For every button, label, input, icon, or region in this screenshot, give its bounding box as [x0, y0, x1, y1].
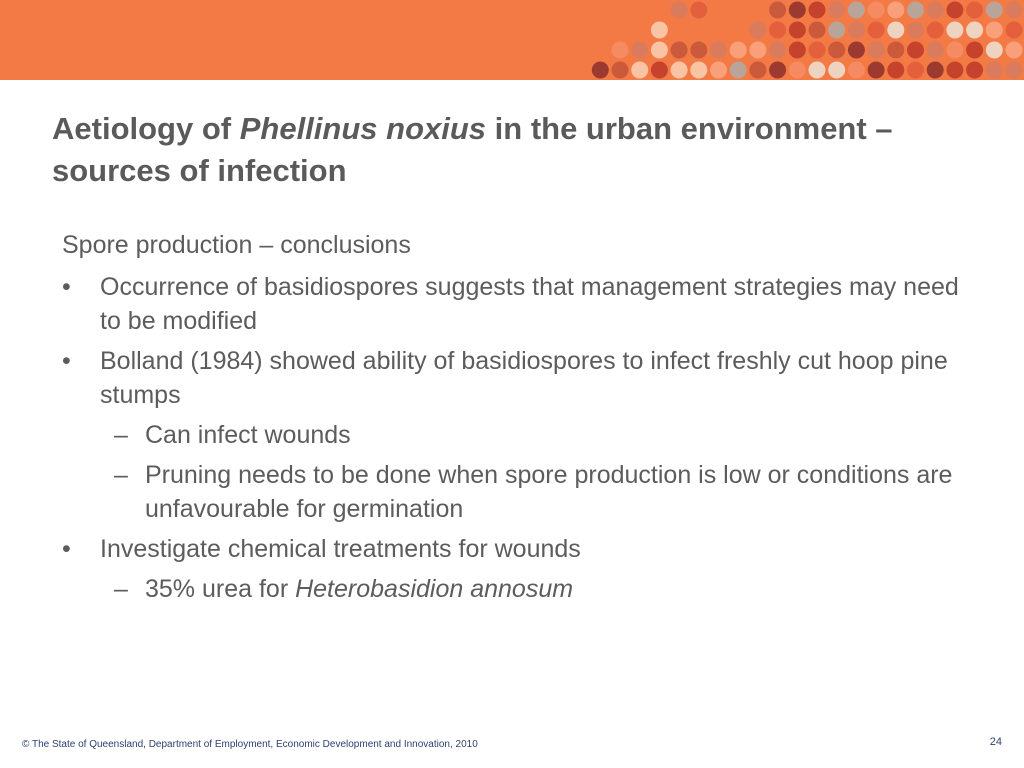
- bullet-text: Bolland (1984) showed ability of basidiospores to infect freshly cut hoop pine stumps: [100, 347, 948, 409]
- decorative-dot: [868, 42, 885, 59]
- bullet-text: Investigate chemical treatments for wounds: [100, 535, 581, 563]
- bullet-text: Occurrence of basidiospores suggests that management strategies may need to be modified: [100, 273, 959, 335]
- decorative-dot: [946, 62, 963, 79]
- decorative-dot: [749, 22, 766, 39]
- decorative-dot: [730, 42, 747, 59]
- decorative-dot: [946, 2, 963, 19]
- decorative-dot: [631, 62, 648, 79]
- decorative-dot: [828, 2, 845, 19]
- bullet-item: [62, 532, 962, 566]
- sub-bullet-italic: Heterobasidion annosum: [295, 575, 574, 603]
- bullet-marker: •: [62, 273, 71, 301]
- decorative-dot: [946, 42, 963, 59]
- bullet-item: [62, 270, 962, 338]
- sub-bullet-item: [62, 458, 962, 526]
- title-italic: Phellinus noxius: [239, 111, 487, 146]
- decorative-dot: [986, 22, 1003, 39]
- title-part-1: Aetiology of: [52, 111, 240, 146]
- decorative-dot: [769, 62, 786, 79]
- decorative-dot: [868, 62, 885, 79]
- decorative-dot: [848, 42, 865, 59]
- decorative-dot: [671, 62, 688, 79]
- decorative-dot: [966, 2, 983, 19]
- decorative-dot: [690, 2, 707, 19]
- bullet-item: [62, 344, 962, 412]
- decorative-dot: [651, 22, 668, 39]
- decorative-dot: [612, 42, 629, 59]
- sub-bullet-item: [62, 418, 962, 452]
- decorative-dot: [651, 42, 668, 59]
- decorative-dot: [710, 42, 727, 59]
- page-number: 24: [989, 736, 1002, 748]
- decorative-dot: [848, 2, 865, 19]
- decorative-dot: [651, 62, 668, 79]
- decorative-dot: [946, 22, 963, 39]
- decorative-dot: [966, 62, 983, 79]
- decorative-dot: [809, 42, 826, 59]
- decorative-dot: [868, 2, 885, 19]
- bullet-marker: •: [62, 347, 71, 375]
- decorative-dot: [966, 22, 983, 39]
- decorative-dot: [749, 62, 766, 79]
- slide-body: [62, 228, 962, 612]
- decorative-dot: [612, 62, 629, 79]
- decorative-dot: [966, 42, 983, 59]
- slide-title: [52, 108, 952, 192]
- decorative-dot: [887, 42, 904, 59]
- decorative-dot: [690, 42, 707, 59]
- decorative-dot: [828, 42, 845, 59]
- title-part-2: in the urban environment – sources of infection: [52, 111, 893, 188]
- decorative-dot: [828, 22, 845, 39]
- decorative-dot: [769, 2, 786, 19]
- decorative-dot: [710, 62, 727, 79]
- sub-bullet-text: 35% urea for: [145, 575, 296, 603]
- decorative-dot: [927, 62, 944, 79]
- footer-copyright: © The State of Queensland, Department of Employment, Economic Development and Innovation, 2010: [22, 739, 478, 750]
- decorative-dot: [848, 22, 865, 39]
- decorative-dot: [887, 62, 904, 79]
- decorative-dot: [927, 22, 944, 39]
- decorative-dot: [789, 2, 806, 19]
- decorative-dot: [1006, 62, 1023, 79]
- decorative-dot: [769, 42, 786, 59]
- intro-heading: Spore production – conclusions: [62, 231, 411, 259]
- decorative-dot: [848, 62, 865, 79]
- decorative-dot-pattern: [0, 0, 1024, 80]
- decorative-dot: [828, 62, 845, 79]
- decorative-dot: [730, 62, 747, 79]
- decorative-dot: [1006, 22, 1023, 39]
- decorative-dot: [789, 62, 806, 79]
- decorative-dot: [1006, 2, 1023, 19]
- decorative-dot: [986, 2, 1003, 19]
- decorative-dot: [927, 42, 944, 59]
- sub-bullet-text: Can infect wounds: [145, 421, 351, 449]
- decorative-dot: [809, 62, 826, 79]
- decorative-dot: [927, 2, 944, 19]
- decorative-dot: [907, 2, 924, 19]
- decorative-dot: [868, 22, 885, 39]
- decorative-dot: [749, 42, 766, 59]
- decorative-dot: [1006, 42, 1023, 59]
- decorative-dot: [887, 2, 904, 19]
- decorative-dot: [671, 42, 688, 59]
- dash-marker: –: [114, 461, 128, 489]
- decorative-dot: [631, 42, 648, 59]
- decorative-dot: [986, 62, 1003, 79]
- decorative-dot: [690, 62, 707, 79]
- decorative-dot: [907, 62, 924, 79]
- decorative-dot: [809, 2, 826, 19]
- decorative-dot: [671, 2, 688, 19]
- decorative-dot: [789, 22, 806, 39]
- dash-marker: –: [114, 421, 128, 449]
- sub-bullet-item: [62, 572, 962, 606]
- decorative-dot: [986, 42, 1003, 59]
- decorative-dot: [809, 22, 826, 39]
- decorative-dot: [907, 42, 924, 59]
- decorative-dot: [592, 62, 609, 79]
- decorative-dot: [887, 22, 904, 39]
- decorative-dot: [907, 22, 924, 39]
- decorative-dot: [769, 22, 786, 39]
- decorative-dot: [789, 42, 806, 59]
- sub-bullet-text: Pruning needs to be done when spore production is low or conditions are unfavourable for germination: [145, 461, 953, 523]
- bullet-marker: •: [62, 535, 71, 563]
- header-band: [0, 0, 1024, 80]
- dash-marker: –: [114, 575, 128, 603]
